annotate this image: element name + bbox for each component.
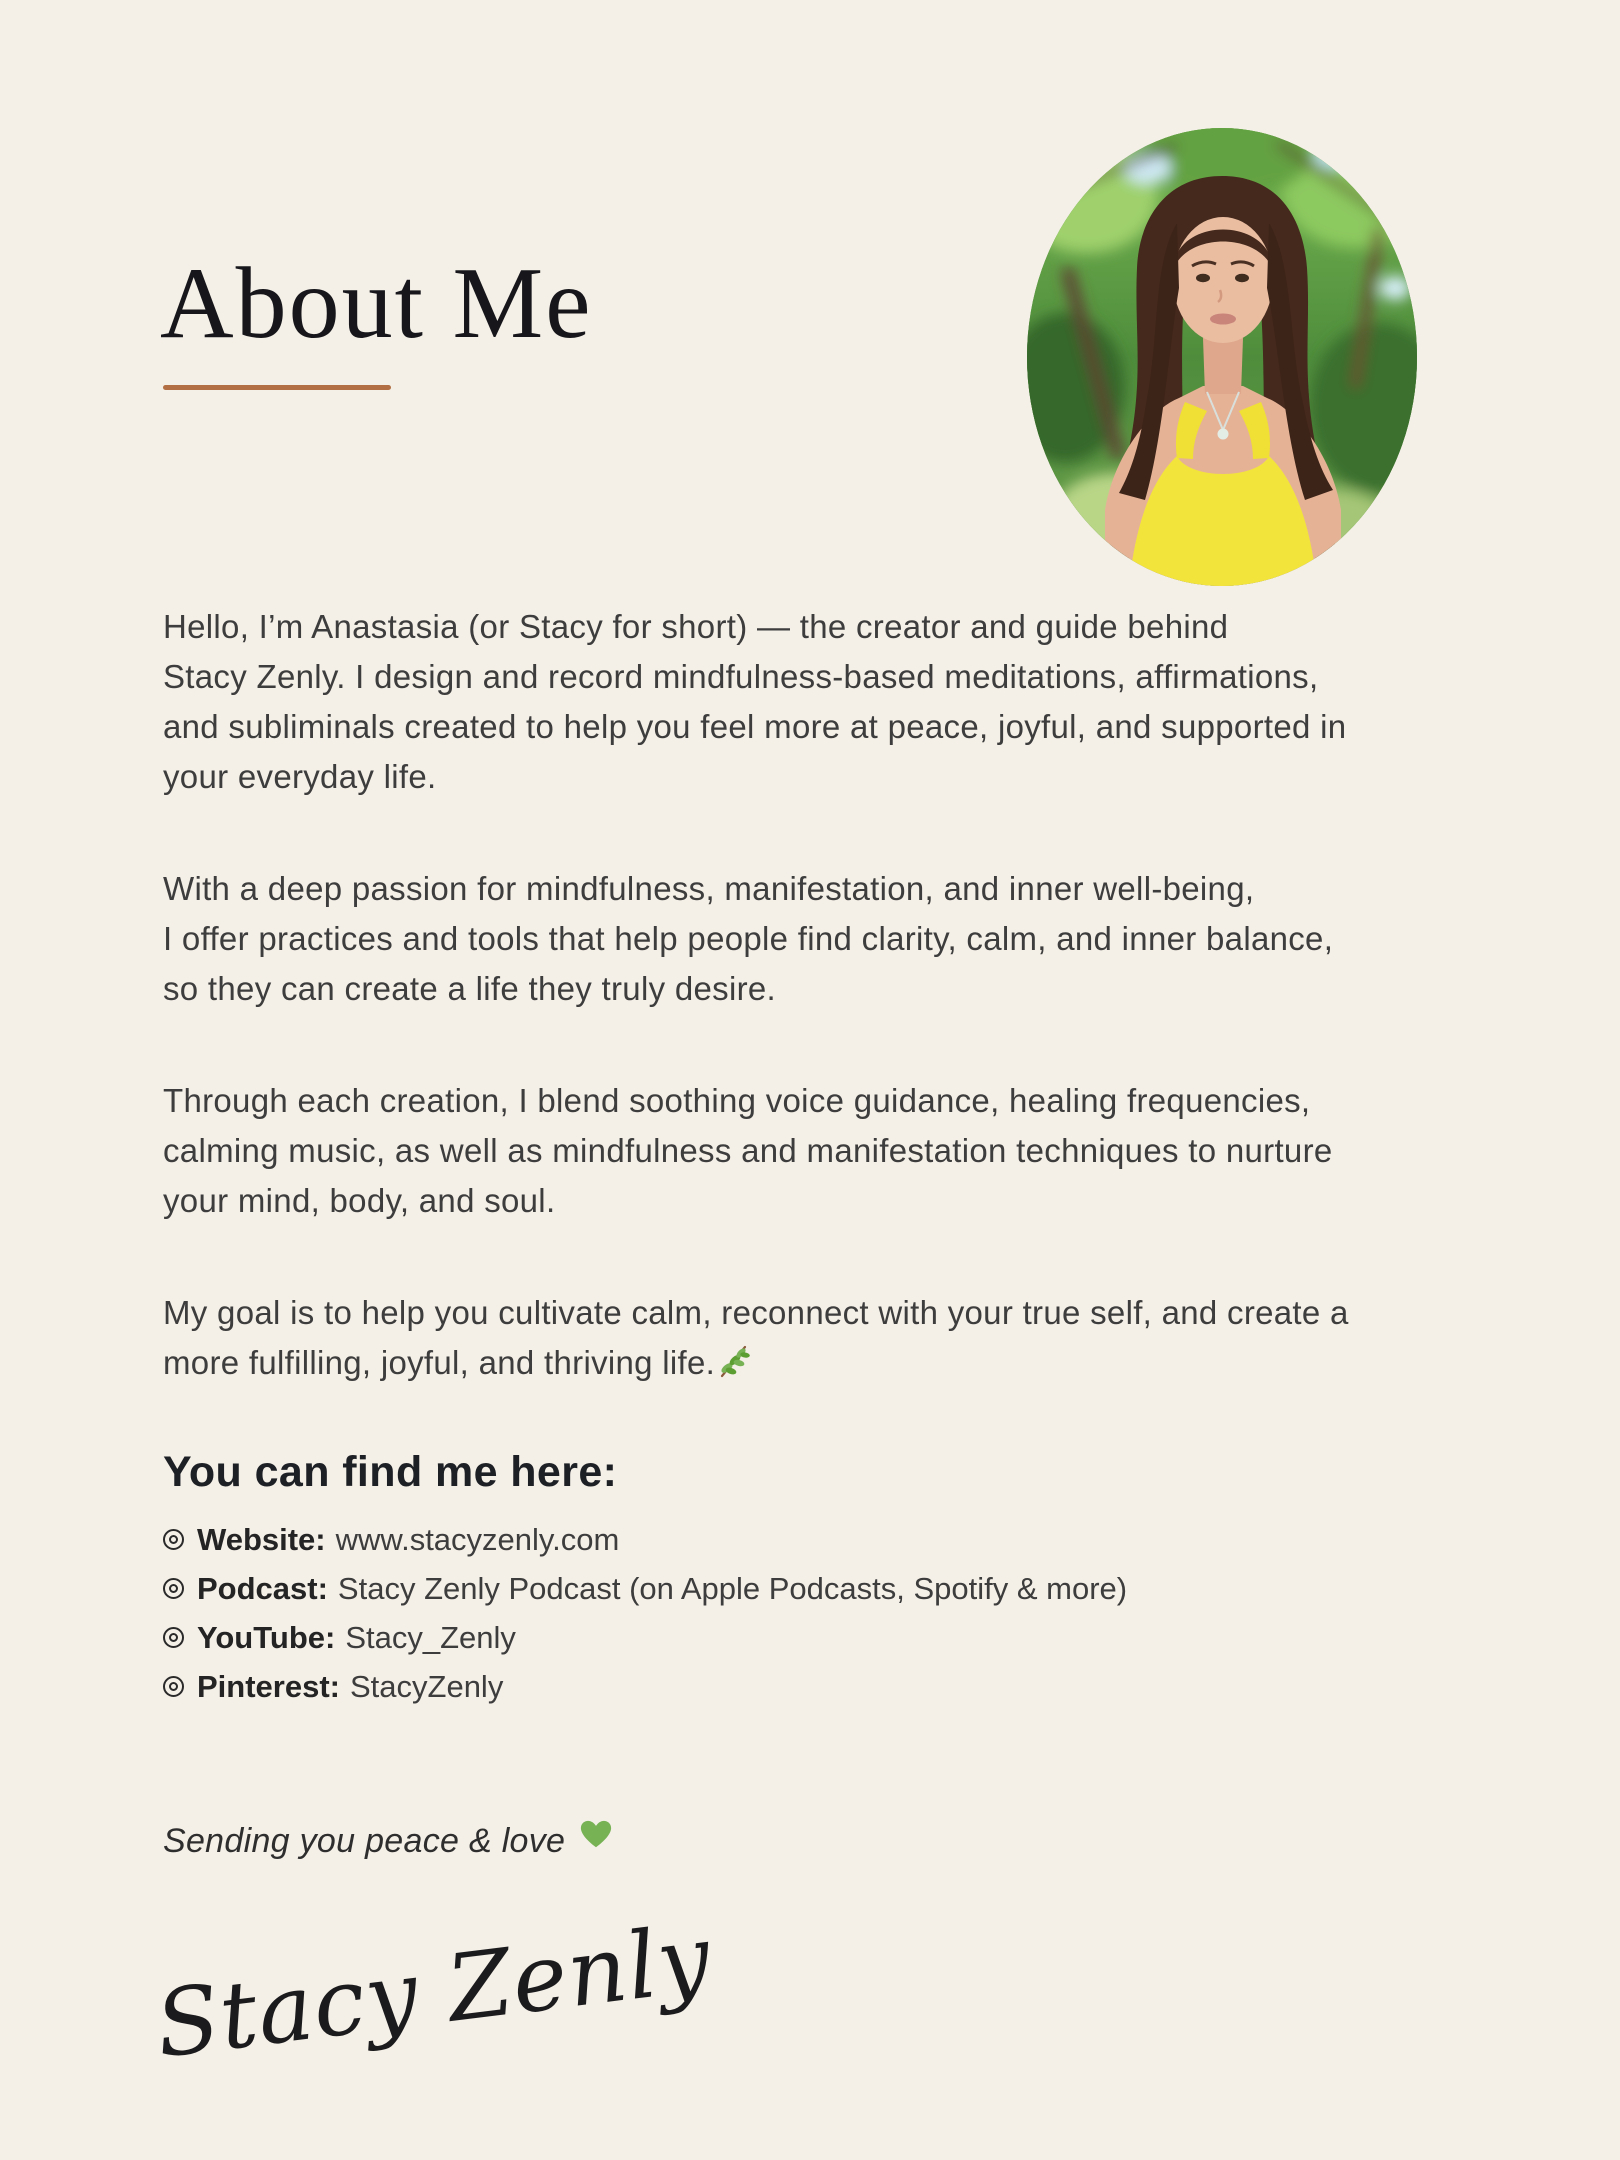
title-underline [163, 385, 391, 390]
bullseye-icon [163, 1529, 184, 1550]
bio-line: so they can create a life they truly desire. [163, 970, 777, 1007]
social-item-pinterest [163, 1662, 1543, 1711]
social-list [163, 1515, 1543, 1711]
website-link[interactable]: www.stacyzenly.com [335, 1522, 620, 1557]
bio-line: With a deep passion for mindfulness, manifestation, and inner well-being, [163, 870, 1255, 907]
bio-line [163, 1338, 1543, 1393]
bio-paragraph [163, 602, 1543, 802]
bio-line-text: more fulfilling, joyful, and thriving life. [163, 1344, 716, 1381]
bio-line: Stacy Zenly. I design and record mindfulness-based meditations, affirmations, [163, 658, 1319, 695]
bio-line: I offer practices and tools that help people find clarity, calm, and inner balance, [163, 920, 1334, 957]
signoff-text: Sending you peace & love [163, 1822, 566, 1860]
pinterest-link[interactable]: StacyZenly [349, 1669, 504, 1704]
bio-line: Hello, I’m Anastasia (or Stacy for short) — the creator and guide behind [163, 608, 1229, 645]
profile-photo [1027, 128, 1417, 586]
bio-line: your mind, body, and soul. [163, 1182, 556, 1219]
bio-line: My goal is to help you cultivate calm, reconnect with your true self, and create a [163, 1294, 1349, 1331]
content-column [150, 602, 1543, 2093]
social-label: Podcast: [197, 1571, 328, 1606]
bio-line: calming music, as well as mindfulness and manifestation techniques to nurture [163, 1132, 1333, 1169]
social-item-website [163, 1515, 1543, 1564]
social-item-youtube [163, 1613, 1543, 1662]
social-label: Website: [197, 1522, 326, 1557]
bullseye-icon [163, 1676, 184, 1697]
social-label: Pinterest: [197, 1669, 340, 1704]
bio-line: your everyday life. [163, 758, 437, 795]
social-label: YouTube: [197, 1620, 336, 1655]
signature-text: Stacy Zenly [150, 1904, 717, 2079]
social-item-podcast [163, 1564, 1543, 1613]
bio-paragraph [163, 1076, 1543, 1226]
bullseye-icon [163, 1578, 184, 1599]
podcast-link[interactable]: Stacy Zenly Podcast (on Apple Podcasts, Spotify & more) [337, 1571, 1128, 1606]
find-me-heading: You can find me here: [163, 1448, 618, 1496]
portrait-photo-illustration [1027, 128, 1417, 586]
bio-paragraph [163, 1288, 1543, 1393]
page-title: About Me [160, 247, 593, 360]
green-heart-icon [579, 1817, 613, 1865]
signoff [163, 1817, 1543, 1865]
bio-line: and subliminals created to help you feel more at peace, joyful, and supported in [163, 708, 1347, 745]
bio-line: Through each creation, I blend soothing voice guidance, healing frequencies, [163, 1082, 1311, 1119]
signature [150, 1901, 717, 2093]
youtube-link[interactable]: Stacy_Zenly [345, 1620, 516, 1655]
herb-icon [715, 1343, 751, 1393]
bio-paragraph [163, 864, 1543, 1014]
bullseye-icon [163, 1627, 184, 1648]
